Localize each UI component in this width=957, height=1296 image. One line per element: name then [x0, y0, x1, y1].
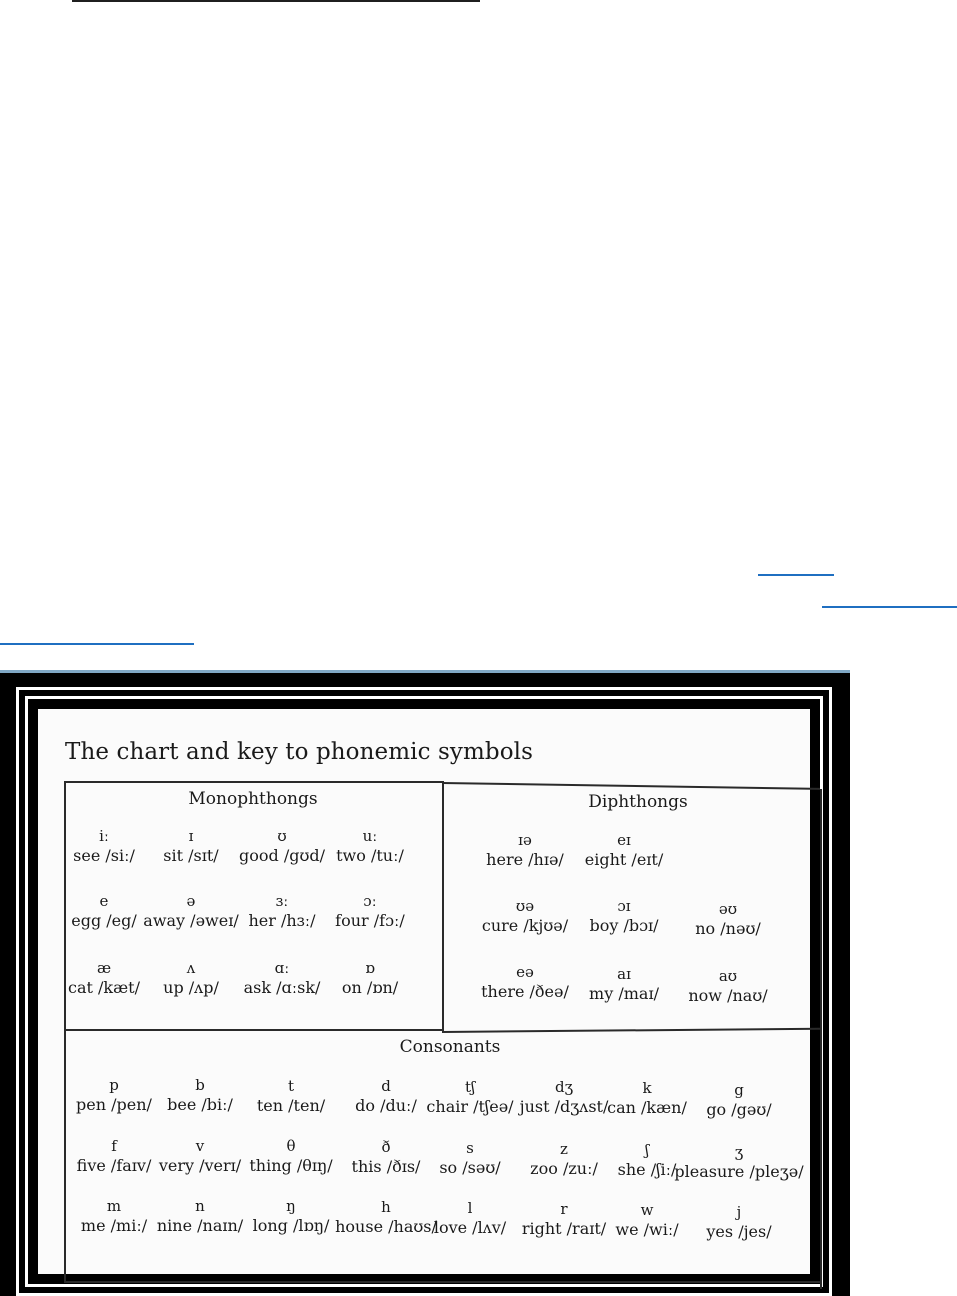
example-word: cure /kjʊə/ — [481, 916, 569, 935]
consonant-cell — [674, 1143, 803, 1183]
example-word: she /ʃiː/ — [617, 1160, 677, 1179]
box-left-edge — [64, 781, 66, 1281]
phoneme-symbol: ʒ — [734, 1143, 744, 1161]
phoneme-symbol: f — [111, 1137, 117, 1155]
example-word: there /ðeə/ — [481, 982, 569, 1001]
frame-border-inner — [25, 696, 823, 1287]
example-word: four /fɔː/ — [335, 911, 405, 930]
example-word: yes /jes/ — [706, 1222, 772, 1241]
example-word: good /gʊd/ — [238, 846, 326, 865]
box-bottom-edge — [64, 1281, 822, 1283]
consonant-cell — [249, 1137, 332, 1177]
example-word: love /lʌv/ — [433, 1218, 507, 1237]
chart-title: The chart and key to phonemic symbols — [65, 739, 534, 765]
consonant-cell — [607, 1079, 687, 1119]
example-word: ask /ɑːsk/ — [243, 978, 321, 997]
example-word: bee /biː/ — [167, 1095, 233, 1114]
consonant-divider-right — [442, 1028, 820, 1033]
diphthong-cell — [481, 963, 569, 1003]
example-word: cat /kæt/ — [68, 978, 140, 997]
consonant-cell — [426, 1078, 513, 1118]
phoneme-symbol: ə — [186, 892, 196, 910]
consonant-cell — [439, 1139, 500, 1179]
example-word: go /gəʊ/ — [706, 1100, 772, 1119]
example-word: nine /naɪn/ — [156, 1216, 244, 1235]
diphthong-cell — [486, 831, 564, 871]
example-word: my /maɪ/ — [589, 984, 659, 1003]
hyperlink-underline-1[interactable] — [758, 574, 834, 576]
example-word: pen /pen/ — [76, 1095, 152, 1114]
phoneme-symbol: ʌ — [186, 959, 196, 977]
hyperlink-underline-2[interactable] — [822, 606, 957, 608]
example-word: do /duː/ — [355, 1096, 417, 1115]
diphthong-cell — [688, 967, 767, 1007]
monophthong-cell — [342, 959, 398, 999]
chart-image-frame — [0, 670, 850, 1296]
example-word: two /tuː/ — [336, 846, 404, 865]
consonant-cell — [706, 1081, 771, 1121]
box-top-left — [64, 781, 442, 783]
top-rule — [72, 0, 480, 2]
phoneme-symbol: s — [466, 1139, 474, 1157]
consonant-cell — [335, 1198, 437, 1238]
example-word: here /hɪə/ — [486, 850, 564, 869]
example-word: up /ʌp/ — [163, 978, 219, 997]
phoneme-symbol: n — [195, 1197, 205, 1215]
phoneme-symbol: aʊ — [718, 967, 738, 985]
phoneme-symbol: ɔɪ — [617, 897, 631, 915]
example-word: house /haʊs/ — [335, 1217, 437, 1236]
phoneme-symbol: ɑː — [274, 959, 290, 977]
diphthong-cell — [482, 897, 568, 937]
example-word: just /dʒʌst/ — [519, 1097, 609, 1116]
phoneme-symbol: ɒ — [365, 959, 375, 977]
phoneme-symbol: ʊ — [277, 827, 287, 845]
phoneme-symbol: ɪ — [188, 827, 194, 845]
chart-paper — [38, 709, 810, 1274]
monophthong-cell — [73, 827, 135, 867]
diphthong-cell — [589, 965, 659, 1005]
diphthong-cell — [589, 897, 658, 937]
consonants-heading: Consonants — [399, 1037, 501, 1057]
phoneme-symbol: ɪə — [518, 831, 532, 849]
consonant-cell — [618, 1141, 677, 1181]
consonant-cell — [352, 1138, 421, 1178]
phoneme-symbol: ʃ — [644, 1141, 650, 1159]
consonant-cell — [81, 1197, 147, 1237]
example-word: chair /tʃeə/ — [426, 1097, 514, 1116]
consonant-cell — [355, 1077, 417, 1117]
monophthong-cell — [68, 959, 140, 999]
consonant-cell — [520, 1078, 609, 1118]
box-right-edge — [820, 789, 822, 1289]
phoneme-symbol: e — [99, 892, 109, 910]
monophthong-cell — [71, 892, 137, 932]
hyperlink-underline-3[interactable] — [0, 643, 194, 645]
phoneme-symbol: v — [195, 1137, 205, 1155]
example-word: now /naʊ/ — [688, 986, 768, 1005]
example-word: zoo /zuː/ — [530, 1159, 598, 1178]
phoneme-symbol: t — [287, 1077, 295, 1095]
vowel-divider-vertical — [442, 781, 444, 1031]
monophthong-cell — [163, 959, 219, 999]
phoneme-symbol: ɜː — [275, 892, 289, 910]
monophthong-cell — [248, 892, 315, 932]
example-word: see /siː/ — [73, 846, 135, 865]
monophthong-cell — [335, 892, 405, 932]
phoneme-symbol: d — [381, 1077, 391, 1095]
phoneme-symbol: æ — [96, 959, 112, 977]
phoneme-symbol: j — [736, 1203, 742, 1221]
example-word: pleasure /pleʒə/ — [674, 1162, 804, 1181]
consonant-cell — [76, 1076, 152, 1116]
phoneme-symbol: m — [106, 1197, 122, 1215]
diphthongs-heading: Diphthongs — [588, 792, 688, 812]
phoneme-symbol: əʊ — [718, 900, 738, 918]
example-word: right /raɪt/ — [521, 1219, 607, 1238]
example-word: eight /eɪt/ — [584, 850, 664, 869]
example-word: very /verɪ/ — [158, 1156, 242, 1175]
example-word: boy /bɔɪ/ — [589, 916, 659, 935]
consonant-cell — [167, 1076, 233, 1116]
phoneme-symbol: eə — [516, 963, 534, 981]
phoneme-symbol: aɪ — [617, 965, 631, 983]
phoneme-symbol: r — [560, 1200, 568, 1218]
consonant-cell — [530, 1140, 598, 1180]
phoneme-symbol: ŋ — [286, 1197, 296, 1215]
monophthongs-heading: Monophthongs — [188, 789, 318, 809]
phoneme-symbol: l — [467, 1199, 473, 1217]
example-word: can /kæn/ — [607, 1098, 687, 1117]
phoneme-symbol: p — [109, 1076, 119, 1094]
consonant-cell — [434, 1199, 506, 1239]
example-word: this /ðɪs/ — [351, 1157, 421, 1176]
example-word: sit /sɪt/ — [163, 846, 219, 865]
example-word: we /wiː/ — [615, 1220, 679, 1239]
example-word: ten /ten/ — [256, 1096, 326, 1115]
example-word: away /əweɪ/ — [143, 911, 239, 930]
monophthong-cell — [163, 827, 218, 867]
example-word: so /səʊ/ — [439, 1158, 501, 1177]
phoneme-symbol: k — [642, 1079, 652, 1097]
phoneme-symbol: iː — [99, 827, 109, 845]
example-word: me /miː/ — [80, 1216, 148, 1235]
consonant-cell — [522, 1200, 606, 1240]
monophthong-cell — [239, 827, 325, 867]
frame-border-outer — [16, 687, 832, 1296]
consonant-cell — [77, 1137, 152, 1177]
phoneme-symbol: θ — [286, 1137, 296, 1155]
example-word: no /nəʊ/ — [695, 919, 761, 938]
phoneme-symbol: ɔː — [363, 892, 377, 910]
monophthong-cell — [336, 827, 404, 867]
example-word: her /hɜː/ — [248, 911, 316, 930]
example-word: on /ɒn/ — [341, 978, 399, 997]
consonant-divider — [64, 1029, 442, 1031]
consonant-cell — [157, 1197, 243, 1237]
phoneme-symbol: b — [195, 1076, 205, 1094]
consonant-cell — [706, 1203, 771, 1243]
monophthong-cell — [244, 959, 321, 999]
phoneme-symbol: tʃ — [464, 1078, 476, 1096]
monophthong-cell — [143, 892, 238, 932]
phoneme-symbol: uː — [362, 827, 378, 845]
phoneme-symbol: dʒ — [554, 1078, 574, 1096]
consonant-cell — [253, 1197, 330, 1237]
diphthong-cell — [585, 831, 663, 871]
example-word: long /lɒŋ/ — [252, 1216, 330, 1235]
diphthong-cell — [695, 900, 761, 940]
phoneme-symbol: z — [560, 1140, 568, 1158]
consonant-cell — [159, 1137, 241, 1177]
phoneme-symbol: ʊə — [515, 897, 535, 915]
example-word: thing /θɪŋ/ — [249, 1156, 333, 1175]
example-word: egg /eg/ — [71, 911, 137, 930]
phoneme-symbol: w — [640, 1201, 654, 1219]
consonant-cell — [615, 1201, 678, 1241]
phoneme-symbol: h — [381, 1198, 391, 1216]
phoneme-symbol: ð — [381, 1138, 391, 1156]
box-top-right — [442, 782, 820, 790]
phoneme-symbol: eɪ — [617, 831, 631, 849]
phoneme-symbol: g — [734, 1081, 744, 1099]
example-word: five /faɪv/ — [76, 1156, 152, 1175]
consonant-cell — [257, 1077, 325, 1117]
